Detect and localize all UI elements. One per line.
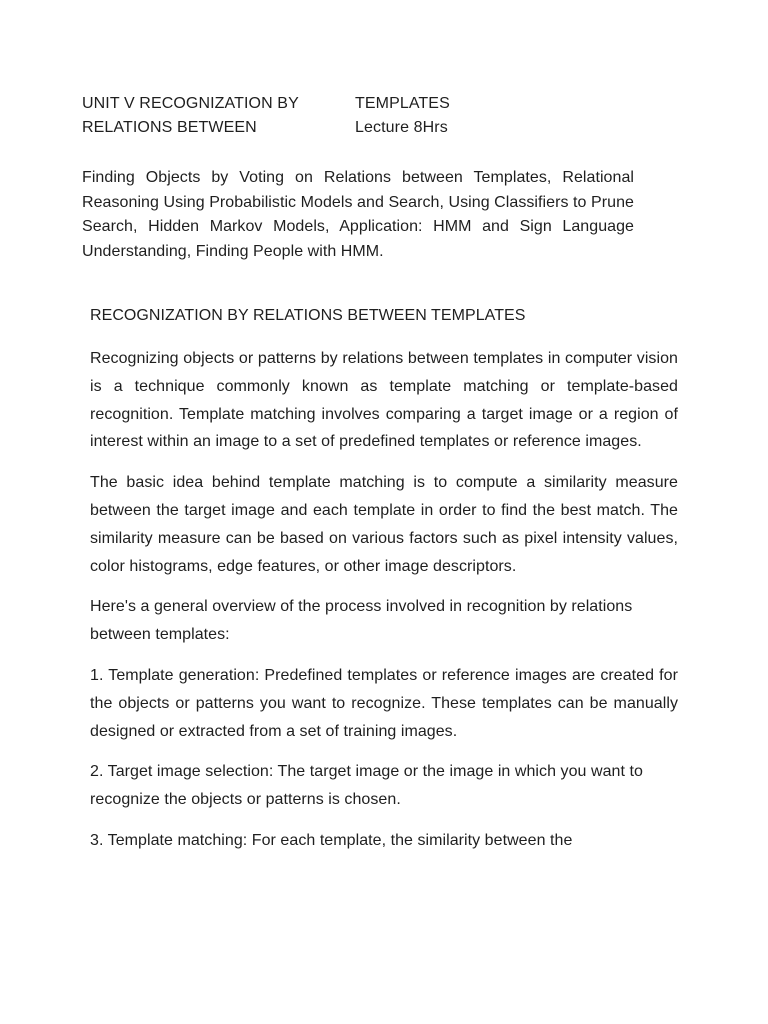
paragraph: The basic idea behind template matching is to compute a similarity measure between the target image and each template in order to find the best match. The similarity measure can be based on various factors such as pixel intensity values, color histograms, edge features, or other image descriptors. (90, 474, 678, 575)
unit-subtitle: RELATIONS BETWEEN (82, 119, 257, 136)
list-item: 2. Target image selection: The target image or the image in which you want to recognize the objects or patterns is chosen. (90, 763, 643, 809)
unit-title: UNIT V RECOGNIZATION BY (82, 95, 299, 112)
section-heading: RECOGNIZATION BY RELATIONS BETWEEN TEMPLATES (90, 307, 526, 324)
syllabus-topics: Finding Objects by Voting on Relations between Templates, Relational Reasoning Using Probabilistic Models and Search, Using Classifiers to Prune Search, Hidden Markov Models, Application: HMM and Sign Language Understanding, Finding People with HMM. (82, 169, 634, 260)
unit-title-right: TEMPLATES (355, 95, 450, 112)
unit-header (82, 93, 502, 139)
paragraph: Recognizing objects or patterns by relations between templates in computer vision is a technique commonly known as template matching or template-based recognition. Template matching involves comparing a target image or a region of interest within an image to a set of predefined templates or reference images. (90, 350, 678, 451)
lecture-hours: Lecture 8Hrs (355, 119, 448, 136)
paragraph: Here's a general overview of the process involved in recognition by relations between templates: (90, 598, 633, 644)
section-content (90, 304, 678, 855)
list-item: 3. Template matching: For each template, the similarity between the (90, 831, 573, 849)
list-item: 1. Template generation: Predefined templates or reference images are created for the objects or patterns you want to recognize. These templates can be manually designed or extracted from a set of training images. (90, 666, 678, 740)
